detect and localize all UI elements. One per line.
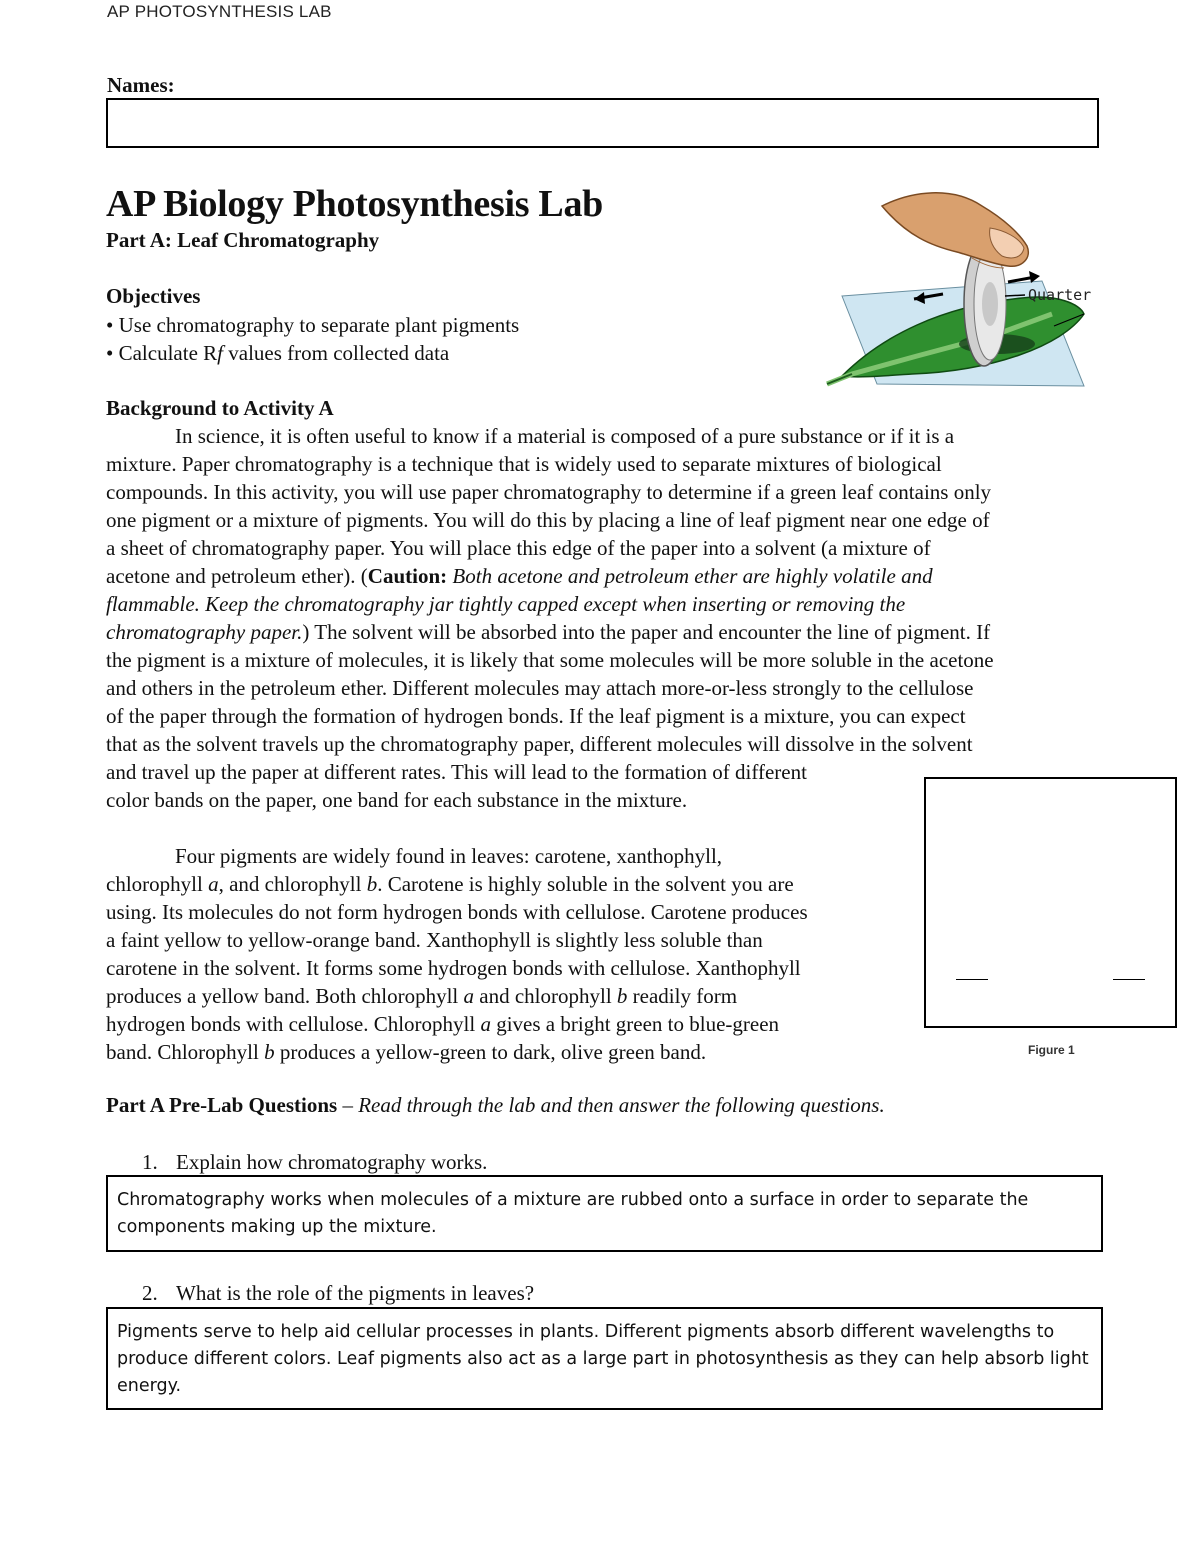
page-title: AP Biology Photosynthesis Lab <box>106 183 604 225</box>
paragraph-line: using. Its molecules do not form hydrogen bonds with cellulose. Carotene produces <box>106 900 808 924</box>
answer-line: produce different colors. Leaf pigments also act as a large part in photosynthesis as they can help absorb light <box>117 1349 1089 1369</box>
paragraph-line: a sheet of chromatography paper. You will place this edge of the paper into a solvent (a mixture of <box>106 536 931 560</box>
answer-1-field[interactable] <box>106 1175 1103 1252</box>
paragraph-line: chlorophyll a, and chlorophyll b. Carotene is highly soluble in the solvent you are <box>106 872 794 896</box>
names-field[interactable] <box>106 98 1099 148</box>
paragraph-line: hydrogen bonds with cellulose. Chlorophyll a gives a bright green to blue-green <box>106 1012 780 1036</box>
running-head: AP PHOTOSYNTHESIS LAB <box>107 2 332 21</box>
answer-line: components making up the mixture. <box>117 1217 437 1237</box>
paragraph-line: and travel up the paper at different rates. This will lead to the formation of different <box>106 760 807 784</box>
background-paragraph-2 <box>106 842 808 1066</box>
figure-tick-mark <box>1113 979 1145 980</box>
objectives-list <box>106 311 519 367</box>
paragraph-line: the pigment is a mixture of molecules, it is likely that some molecules will be more soluble in the acetone <box>106 648 994 672</box>
paragraph-line: that as the solvent travels up the chromatography paper, different molecules will dissolve in the solvent <box>106 732 973 756</box>
paragraph-line: color bands on the paper, one band for each substance in the mixture. <box>106 788 688 812</box>
names-label: Names: <box>107 73 175 97</box>
paragraph-line: mixture. Paper chromatography is a technique that is widely used to separate mixtures of biological <box>106 452 942 476</box>
figure-tick-mark <box>956 979 988 980</box>
paragraph-line: of the paper through the formation of hydrogen bonds. If the leaf pigment is a mixture, you can expect <box>106 704 966 728</box>
paragraph-line: a faint yellow to yellow-orange band. Xanthophyll is slightly less soluble than <box>106 928 763 952</box>
figure-caption: Figure 1 <box>1028 1043 1075 1057</box>
answer-2-field[interactable] <box>106 1307 1103 1410</box>
paragraph-line: chromatography paper.) The solvent will be absorbed into the paper and encounter the line of pigment. If <box>106 620 991 644</box>
paragraph-line: one pigment or a mixture of pigments. You will do this by placing a line of leaf pigment near one edge of <box>106 508 990 532</box>
paragraph-line: and others in the petroleum ether. Different molecules may attach more-or-less strongly to the cellulose <box>106 676 974 700</box>
objectives-heading: Objectives <box>106 284 201 308</box>
paragraph-line: Four pigments are widely found in leaves: carotene, xanthophyll, <box>175 844 723 868</box>
prelab-heading: Part A Pre-Lab Questions – Read through the lab and then answer the following questions. <box>106 1093 885 1117</box>
quarter-label: Quarter <box>1028 286 1092 304</box>
paragraph-line: In science, it is often useful to know if a material is composed of a pure substance or if it is a <box>175 424 955 448</box>
caution-label: Caution: <box>367 564 448 588</box>
background-paragraph-1 <box>106 422 994 814</box>
background-heading: Background to Activity A <box>106 396 334 420</box>
page-subtitle: Part A: Leaf Chromatography <box>106 228 380 252</box>
paragraph-line: flammable. Keep the chromatography jar tightly capped except when inserting or removing the <box>106 592 906 616</box>
objective-item: • Calculate Rf values from collected data <box>106 341 450 365</box>
answer-line: energy. <box>117 1376 182 1396</box>
question-1: 1. Explain how chromatography works. <box>142 1150 488 1174</box>
answer-line: Pigments serve to help aid cellular processes in plants. Different pigments absorb different wavelengths to <box>117 1322 1055 1342</box>
answer-line: Chromatography works when molecules of a mixture are rubbed onto a surface in order to separate the <box>117 1190 1029 1210</box>
paragraph-line: produces a yellow band. Both chlorophyll a and chlorophyll b readily form <box>106 984 738 1008</box>
leaf-coin-illustration <box>822 186 1102 396</box>
paragraph-line: carotene in the solvent. It forms some hydrogen bonds with cellulose. Xanthophyll <box>106 956 801 980</box>
paragraph-line: band. Chlorophyll b produces a yellow-green to dark, olive green band. <box>106 1040 707 1064</box>
paragraph-line: acetone and petroleum ether). (Caution: Both acetone and petroleum ether are highly volatile and <box>106 564 933 588</box>
paragraph-line: compounds. In this activity, you will use paper chromatography to determine if a green leaf contains only <box>106 480 992 504</box>
question-2: 2. What is the role of the pigments in leaves? <box>142 1281 535 1305</box>
figure-1-box <box>924 777 1177 1028</box>
objective-item: • Use chromatography to separate plant pigments <box>106 313 520 337</box>
